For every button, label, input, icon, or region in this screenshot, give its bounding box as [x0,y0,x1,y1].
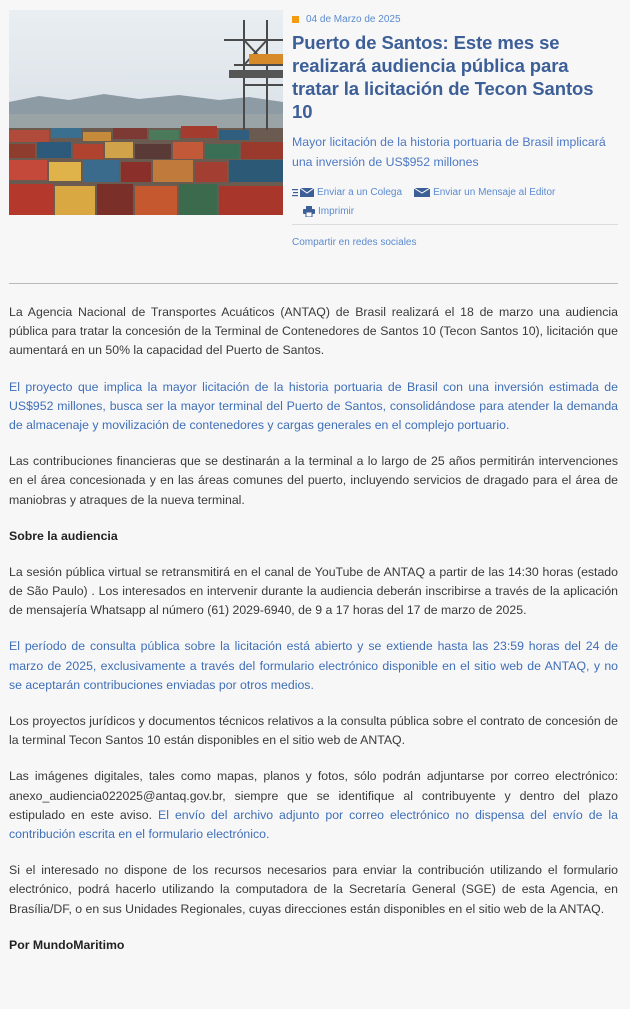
paragraph: Las contribuciones financieras que se destinarán a la terminal a lo largo de 25 años permitirán intervenciones en el área concesionada y en las áreas comunes del puerto, incluyendo servicios de dragado para el área de maniobras y atraques de la nueva terminal. [9,454,618,507]
article-title: Puerto de Santos: Este mes se realizará audiencia pública para tratar la licitación de Tecon Santos 10 [292,32,594,122]
section-heading: Sobre la audiencia [9,528,118,543]
paragraph [9,767,618,844]
byline: Por MundoMaritimo [9,937,125,952]
article-meta [292,12,618,248]
send-to-editor-label: Enviar un Mensaje al Editor [433,186,556,198]
share-social-link[interactable]: Compartir en redes sociales [292,237,417,248]
hero-image-port-containers [9,10,283,215]
paragraph: El proyecto que implica la mayor licitación de la historia portuaria de Brasil con una inversión estimada de US$952 millones, busca ser la mayor terminal del Puerto de Santos, consolidándose para atender la demanda de almacenaje y movilización de contenedores y cargas generales en el complejo portuario. [9,379,618,433]
actions-divider [292,224,618,225]
paragraph: El período de consulta pública sobre la licitación está abierto y se extiende hasta las 23:59 horas del 24 de marzo de 2025, exclusivamente a través del formulario electrónico disponible en el sitio web de ANTAQ, y no se aceptarán contribuciones enviadas por otros medios. [9,639,618,692]
date-row [292,12,618,26]
article-body [9,303,618,972]
paragraph: La Agencia Nacional de Transportes Acuáticos (ANTAQ) de Brasil realizará el 18 de marzo una audiencia pública para tratar la concesión de la Terminal de Contenedores de Santos 10 (Tecon Santos 10), licitación que aumentará en un 50% la capacidad del Puerto de Santos. [9,305,618,358]
send-to-colleague-link[interactable] [292,187,402,198]
article-header [0,0,630,260]
article-actions [292,184,618,248]
print-label: Imprimir [318,205,355,217]
printer-icon [303,206,315,217]
print-link[interactable] [303,206,354,217]
paragraph: Si el interesado no dispone de los recursos necesarios para enviar la contribución utilizando el formulario electrónico, podrá hacerlo utilizando la computadora de la Secretaría General (SGE) de esta Agencia, en Brasília/DF, o en sus Unidades Regionales, cuyas direcciones están disponibles en el sitio web de la ANTAQ. [9,863,618,916]
mail-icon [414,187,430,198]
article-date: 04 de Marzo de 2025 [306,13,401,25]
paragraph-text: Las imágenes digitales, tales como mapas, planos y fotos, sólo podrán adjuntarse por correo electrónico: anexo_audiencia022025@antaq.gov.br, siempre que se identifique al contribuyente y dentro del plazo estipulado en este aviso. [9,769,618,822]
paragraph-text-highlight: El envío del archivo adjunto por correo electrónico no dispensa del envío de la contribución escrita en el formulario electrónico. [9,807,618,842]
paragraph: Los proyectos jurídicos y documentos técnicos relativos a la consulta pública sobre el contrato de concesión de la terminal Tecon Santos 10 están disponibles en el sitio web de ANTAQ. [9,714,618,748]
send-mail-icon [292,187,314,198]
article-subtitle: Mayor licitación de la historia portuaria de Brasil implicará una inversión de US$952 millones [292,135,606,169]
send-to-colleague-label: Enviar a un Colega [317,186,403,198]
paragraph: La sesión pública virtual se retransmitirá en el canal de YouTube de ANTAQ a partir de las 14:30 horas (estado de São Paulo) . Los interesados en intervenir durante la audiencia deberán inscribirse a través de la aplicación de mensajería Whatsapp al número (61) 2029-6940, de 9 a 17 horas del 17 de marzo de 2025. [9,564,618,618]
date-marker-icon [292,16,299,23]
header-divider [9,283,618,284]
send-to-editor-link[interactable] [414,187,555,198]
